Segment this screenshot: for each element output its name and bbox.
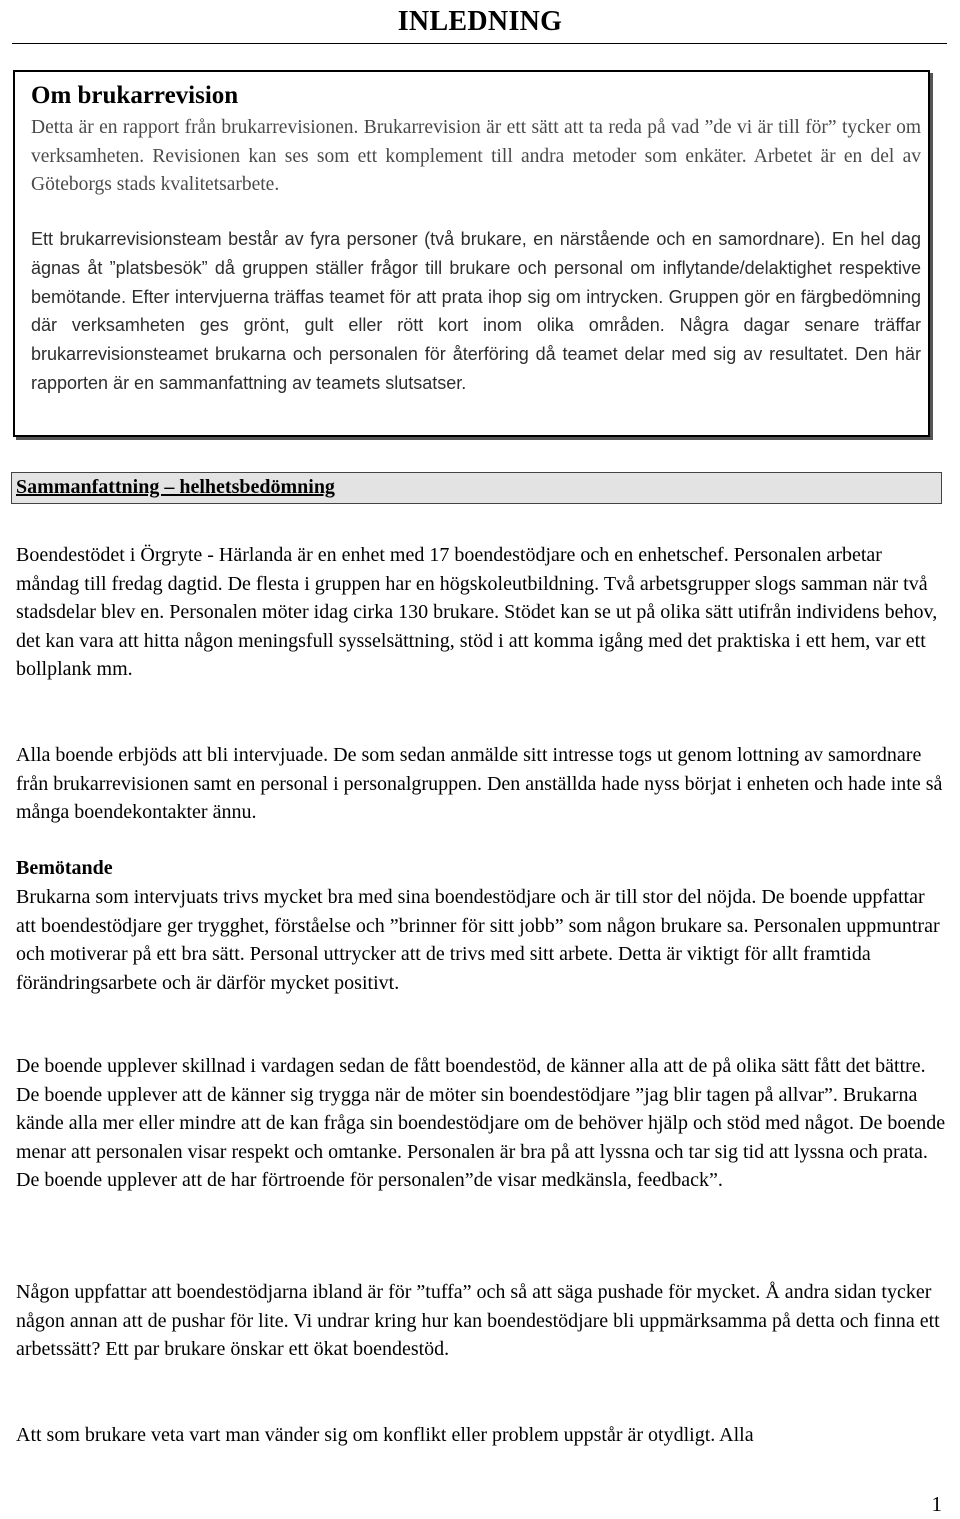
body-paragraph-4: De boende upplever skillnad i vardagen sedan de fått boendestöd, de känner alla att de på olika sätt fått det bättre. De boende upplever att de känner sig trygga när de möter sin boendestödjare ”jag blir tagen på allvar”. Brukarna kände alla mer eller mindre att de kan fråga sin boendestödjare om de behöver hjälp och stöd med något. De boende menar att personalen visar respekt och omtanke. Personalen är bra på att lyssna och tar sig tid att lyssna och prata. De boende upplever att de har förtroende för personalen”de visar medkänsla, feedback”. <box>16 1055 946 1191</box>
intro-paragraph-1: Detta är en rapport från brukarrevisionen. Brukarrevision är ett sätt att ta reda på vad ”de vi är till för” tycker om verksamheten. Revisionen kan ses som ett komplement till andra metoder som enkäter. Arbetet är en del av Göteborgs stads kvalitetsarbete. <box>31 117 921 195</box>
intro-heading: Om brukarrevision <box>31 82 239 109</box>
page-title: INLEDNING <box>397 6 563 37</box>
subheading-bemotande: Bemötande <box>16 857 113 879</box>
page-number: 1 <box>931 1492 942 1516</box>
title-divider <box>12 43 947 44</box>
body-paragraph-2: Alla boende erbjöds att bli intervjuade. De som sedan anmälde sitt intresse togs ut genom lottning av samordnare från brukarrevisionen samt en personal i personalgruppen. Den anställda hade nyss börjat i enheten och hade inte så många boendekontakter ännu. <box>16 744 943 823</box>
body-paragraph-5: Någon uppfattar att boendestödjarna ibland är för ”tuffa” och så att säga pushade för mycket. Å andra sidan tycker någon annan att de pushar för lite. Vi undrar kring hur kan boendestödjare bli uppmärksamma på detta och finna ett arbetssätt? Ett par brukare önskar ett ökat boendestöd. <box>16 1281 940 1360</box>
body-paragraph-6: Att som brukare veta vart man vänder sig om konflikt eller problem uppstår är otydligt. Alla <box>16 1424 754 1446</box>
intro-paragraph-2: Ett brukarrevisionsteam består av fyra personer (två brukare, en närstående och en samordnare). En hel dag ägnas åt ”platsbesök” då gruppen ställer frågor till brukare och personal om inflytande/delaktighet respektive bemötande. Efter intervjuerna träffas teamet för att prata ihop sig om intrycken. Gruppen gör en färgbedömning där verksamheten ges grönt, gult eller rött kort inom olika områden. Några dagar senare träffar brukarrevisionsteamet brukarna och personalen för återföring då teamet delar med sig av resultatet. Den här rapporten är en sammanfattning av teamets slutsatser. <box>31 229 921 393</box>
body-paragraph-1: Boendestödet i Örgryte - Härlanda är en enhet med 17 boendestödjare och en enhetschef. Personalen arbetar måndag till fredag dagtid. De flesta i gruppen har en högskoleutbildning. Två arbetsgrupper slogs samman när två stadsdelar blev en. Personalen möter idag cirka 130 brukare. Stödet kan se ut på olika sätt utifrån individens behov, det kan vara att hitta någon meningsfull sysselsättning, stöd i att komma igång med det praktiska i ett hem, var ett bollplank mm. <box>16 544 938 680</box>
body-paragraph-3: Brukarna som intervjuats trivs mycket bra med sina boendestödjare och är till stor del nöjda. De boende uppfattar att boendestödjare ger trygghet, förståelse och ”brinner för sitt jobb” som någon brukare sa. Personalen uppmuntrar och motiverar på ett bra sätt. Personal uttrycker att de trivs med sitt arbete. Detta är viktigt för allt framtida förändringsarbete och är därför mycket positivt. <box>16 886 940 994</box>
section-heading: Sammanfattning – helhetsbedömning <box>16 476 335 498</box>
